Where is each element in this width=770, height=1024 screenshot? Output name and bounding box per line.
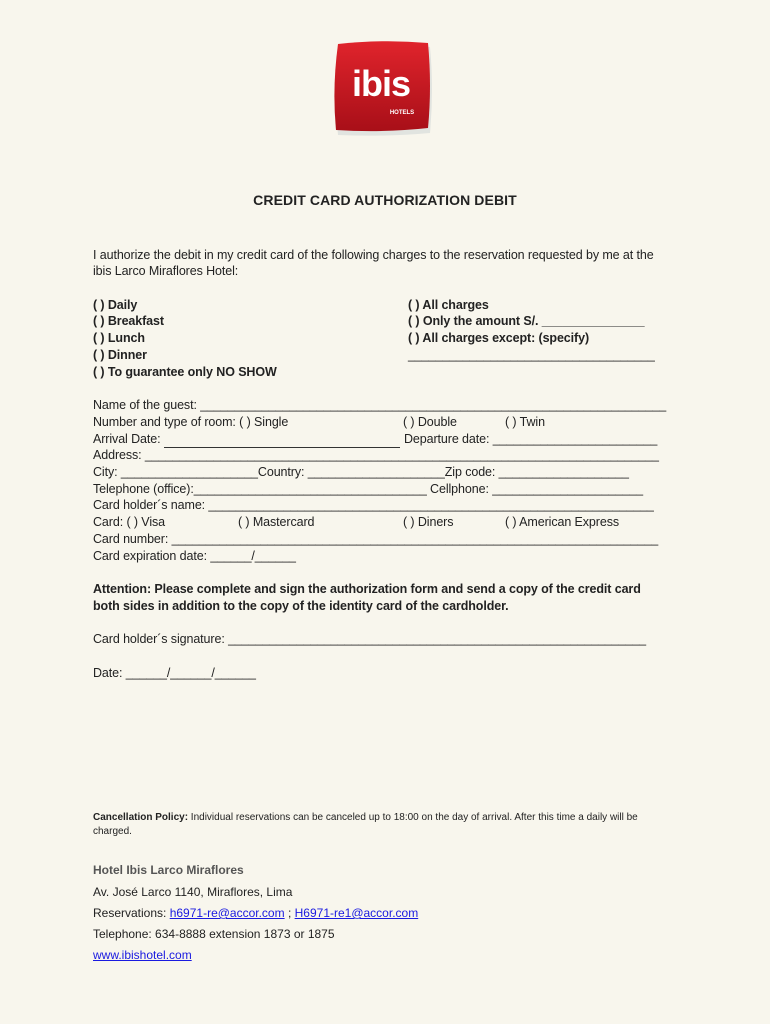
charge-daily[interactable]: ( ) Daily bbox=[93, 298, 138, 312]
reservations-label: Reservations: bbox=[93, 906, 170, 920]
arrival-date-field[interactable] bbox=[93, 431, 400, 448]
reservations-email-2-link[interactable]: H6971-re1@accor.com bbox=[294, 906, 419, 920]
reservations-email-1-link[interactable]: h6971-re@accor.com bbox=[169, 906, 285, 920]
card-holder-name-field[interactable]: Card holder´s name: _________________________________________________________________ bbox=[93, 498, 654, 512]
ibis-logo bbox=[328, 40, 438, 136]
card-expiration-field[interactable]: Card expiration date: ______/______ bbox=[93, 549, 296, 563]
hotel-website-link[interactable]: www.ibishotel.com bbox=[93, 948, 192, 962]
arrival-date-line[interactable] bbox=[164, 431, 400, 448]
departure-date-field[interactable]: Departure date: ________________________ bbox=[404, 432, 658, 446]
charge-amount[interactable]: ( ) Only the amount S/. _______________ bbox=[408, 314, 645, 328]
logo-brand-text: ibis bbox=[351, 63, 411, 104]
charge-all[interactable]: ( ) All charges bbox=[408, 298, 489, 312]
attention-line-2: both sides in addition to the copy of the identity card of the cardholder. bbox=[93, 599, 509, 613]
charge-dinner[interactable]: ( ) Dinner bbox=[93, 348, 147, 362]
reservations-separator: ; bbox=[284, 906, 295, 920]
card-type-amex[interactable]: ( ) American Express bbox=[505, 515, 620, 529]
signature-field[interactable]: Card holder´s signature: _____________________________________________________________ bbox=[93, 632, 647, 646]
arrival-date-label: Arrival Date: bbox=[93, 432, 164, 446]
room-type-single[interactable]: Number and type of room: ( ) Single bbox=[93, 415, 289, 429]
charge-no-show[interactable]: ( ) To guarantee only NO SHOW bbox=[93, 365, 277, 379]
address-field[interactable]: Address: ___________________________________________________________________________ bbox=[93, 448, 659, 462]
hotel-website bbox=[93, 947, 192, 963]
date-field[interactable]: Date: ______/______/______ bbox=[93, 666, 256, 680]
hotel-name: Hotel Ibis Larco Miraflores bbox=[93, 863, 244, 877]
charge-except-specify-field[interactable]: ____________________________________ bbox=[408, 348, 655, 362]
cancellation-policy-line-2: charged. bbox=[93, 826, 132, 837]
city-country-zip-field[interactable]: City: ____________________Country: ____________________Zip code: ___________________ bbox=[93, 465, 629, 479]
hotel-address: Av. José Larco 1140, Miraflores, Lima bbox=[93, 885, 293, 899]
page-title: CREDIT CARD AUTHORIZATION DEBIT bbox=[253, 192, 517, 208]
charge-lunch[interactable]: ( ) Lunch bbox=[93, 331, 145, 345]
logo-sub-text: HOTELS bbox=[389, 110, 415, 116]
card-number-field[interactable]: Card number: _______________________________________________________________________ bbox=[93, 532, 659, 546]
card-type-mastercard[interactable]: ( ) Mastercard bbox=[238, 515, 315, 529]
telephone-cellphone-field[interactable]: Telephone (office):__________________________________ Cellphone: ______________________ bbox=[93, 482, 643, 496]
charge-breakfast[interactable]: ( ) Breakfast bbox=[93, 314, 164, 328]
intro-line-2: ibis Larco Miraflores Hotel: bbox=[93, 264, 239, 278]
intro-line-1: I authorize the debit in my credit card of the following charges to the reservation requested by me at the bbox=[93, 248, 654, 262]
room-type-twin[interactable]: ( ) Twin bbox=[505, 415, 545, 429]
card-type-visa[interactable]: Card: ( ) Visa bbox=[93, 515, 166, 529]
hotel-reservations bbox=[93, 905, 418, 921]
attention-line-1: Attention: Please complete and sign the authorization form and send a copy of the credit card bbox=[93, 582, 641, 596]
cancellation-policy bbox=[93, 811, 638, 825]
cancellation-policy-label: Cancellation Policy: bbox=[93, 812, 189, 823]
cancellation-policy-text: Individual reservations can be canceled up to 18:00 on the day of arrival. After this time a daily will be bbox=[188, 812, 638, 823]
card-type-diners[interactable]: ( ) Diners bbox=[403, 515, 454, 529]
hotel-telephone: Telephone: 634-8888 extension 1873 or 1875 bbox=[93, 927, 335, 941]
guest-name-field[interactable]: Name of the guest: ____________________________________________________________________ bbox=[93, 398, 667, 412]
charge-except[interactable]: ( ) All charges except: (specify) bbox=[408, 331, 590, 345]
room-type-double[interactable]: ( ) Double bbox=[403, 415, 457, 429]
